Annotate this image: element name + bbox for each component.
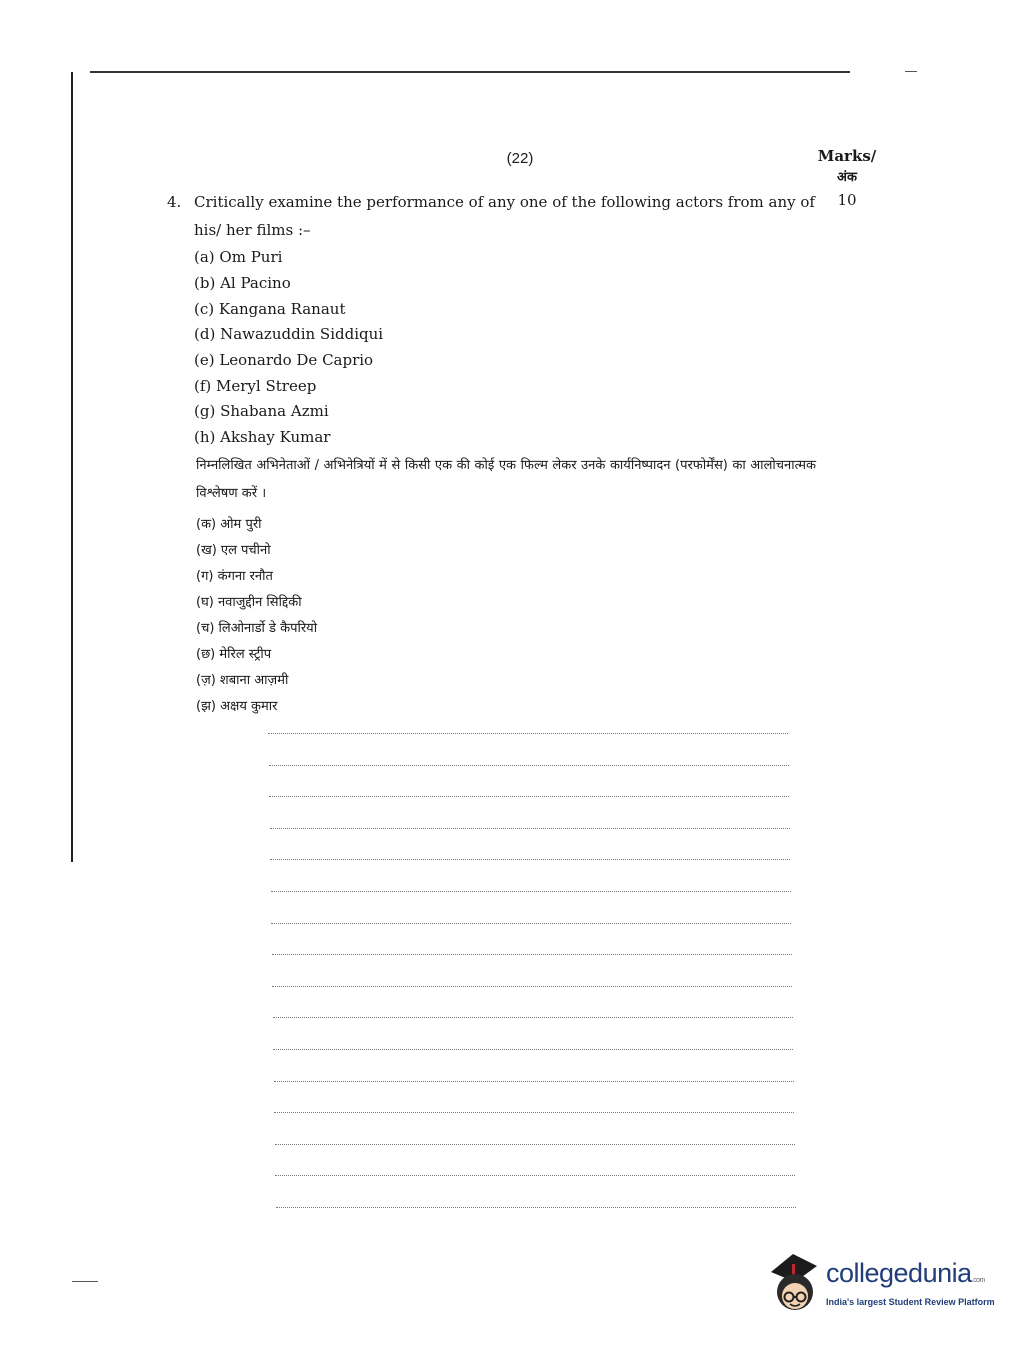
option-en: (d) Nawazuddin Siddiqui (194, 325, 384, 343)
question-number: 4. (167, 193, 182, 211)
logo-name: collegedunia (826, 1258, 972, 1288)
answer-line (269, 765, 789, 766)
option-en: (b) Al Pacino (194, 274, 291, 292)
page-margin-line (71, 72, 73, 862)
mascot-icon (765, 1250, 825, 1320)
answer-line (271, 923, 791, 924)
answer-line (272, 986, 792, 987)
answer-line (274, 1081, 794, 1082)
answer-line (270, 859, 790, 860)
question-text-hi: निम्नलिखित अभिनेताओं / अभिनेत्रियों में से किसी एक की कोई एक फिल्म लेकर उनके कार्यनिष्पादन (परफोर्मेंस) का आलोचनात्मक विश्लेषण करें । (196, 458, 816, 501)
page-number: (22) (506, 150, 534, 167)
answer-line (269, 796, 789, 797)
answer-line (276, 1207, 796, 1208)
option-en: (c) Kangana Ranaut (194, 300, 346, 318)
answer-line (271, 891, 791, 892)
marks-value: 10 (837, 191, 857, 209)
question-text-en: Critically examine the performance of any one of the following actors from any of his/ her films :– (194, 193, 815, 239)
logo-tagline: India's largest Student Review Platform (826, 1297, 995, 1307)
answer-line (275, 1175, 795, 1176)
logo-text (826, 1258, 985, 1289)
option-en: (a) Om Puri (194, 248, 283, 266)
top-dash (905, 71, 917, 72)
option-en: (h) Akshay Kumar (194, 428, 331, 446)
answer-line (273, 1017, 793, 1018)
option-hi: (झ) अक्षय कुमार (196, 699, 278, 714)
option-en: (e) Leonardo De Caprio (194, 351, 374, 369)
option-hi: (क) ओम पुरी (196, 517, 262, 532)
option-en: (g) Shabana Azmi (194, 402, 329, 420)
option-en: (f) Meryl Streep (194, 377, 317, 395)
marks-header-hi: अंक (837, 170, 857, 185)
option-hi: (ज़) शबाना आज़मी (196, 673, 289, 688)
answer-line (273, 1049, 793, 1050)
answer-line (270, 828, 790, 829)
answer-line (268, 733, 788, 734)
bottom-dash (72, 1281, 98, 1282)
option-hi: (ख) एल पचीनो (196, 543, 271, 558)
answer-line (272, 954, 792, 955)
option-hi: (घ) नवाजुद्दीन सिद्दिकी (196, 595, 302, 610)
logo-suffix: .com (971, 1277, 985, 1284)
option-hi: (छ) मेरिल स्ट्रीप (196, 647, 272, 662)
option-hi: (ग) कंगना रनौत (196, 569, 273, 584)
option-hi: (च) लिओनार्डो डे कैपरियो (196, 621, 318, 636)
marks-header-en: Marks/ (817, 147, 877, 165)
answer-line (275, 1144, 795, 1145)
marks-header (812, 146, 882, 188)
top-rule (90, 71, 850, 73)
answer-line (274, 1112, 794, 1113)
